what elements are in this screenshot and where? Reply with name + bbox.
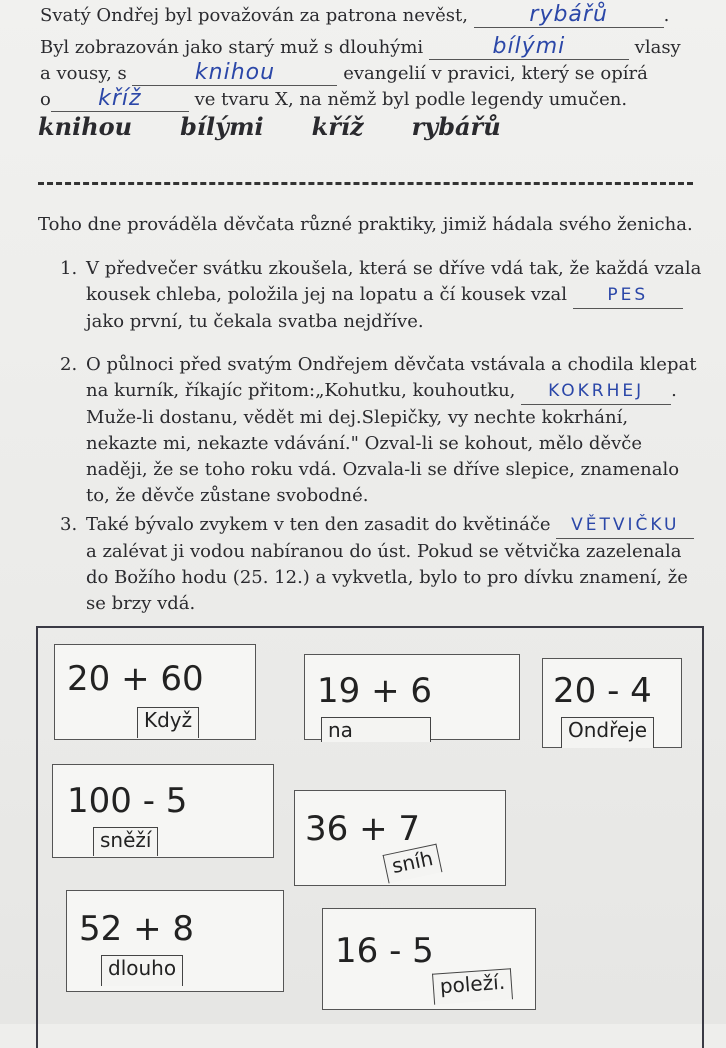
item-number: 1. — [60, 258, 78, 279]
line-text: . — [663, 5, 670, 26]
header-line-3 — [40, 60, 648, 86]
item-text: . — [671, 380, 677, 401]
item-text: Muže-li dostanu, vědět mi dej.Slepičky, vy nechte kokrhání, — [86, 407, 629, 428]
card-expression: 16 - 5 — [335, 931, 434, 971]
math-card-2 — [304, 654, 520, 740]
item-number: 3. — [60, 514, 78, 535]
header-line-2 — [40, 34, 681, 60]
item-text-line — [86, 512, 712, 539]
item-text: a zalévat ji vodou nabíranou do úst. Pokud se větvička zazelenala — [86, 541, 682, 562]
math-card-7 — [322, 908, 536, 1010]
item-text: do Božího hodu (25. 12.) a vykvetla, bylo to pro dívku znamení, že — [86, 567, 688, 588]
card-expression: 19 + 6 — [317, 671, 432, 711]
item-text: jako první, tu čekala svatba nejdříve. — [86, 311, 424, 332]
item-text: na kurník, říkajíc přitom:„Kohutku, kouhoutku, — [86, 380, 516, 401]
item-text: V předvečer svátku zkoušela, která se dříve vdá tak, že každá vzala — [86, 258, 702, 279]
line-text: vlasy — [634, 37, 681, 58]
answer-kokrhej: KOKRHEJ — [521, 378, 671, 405]
card-word: Když — [137, 707, 199, 738]
dashed-cut-line — [38, 182, 693, 185]
line-text: Byl zobrazován jako starý muž s dlouhými — [40, 37, 424, 58]
item-text: nekazte mi, nekazte vdávání." Ozval-li se kohout, mělo děvče — [86, 433, 642, 454]
math-card-4 — [52, 764, 274, 858]
answer-knihou: knihou — [132, 60, 337, 86]
math-card-3 — [542, 658, 682, 748]
answer-rybaru: rybářů — [474, 2, 664, 28]
math-cards-frame — [36, 626, 704, 1048]
word-bank-item: knihou — [38, 112, 133, 141]
math-card-1 — [54, 644, 256, 740]
line-text: evangelií v pravici, který se opírá — [343, 63, 648, 84]
item-text: se brzy vdá. — [86, 593, 196, 614]
line-text: ve tvaru X, na němž byl podle legendy umučen. — [194, 89, 628, 110]
list-item-3 — [62, 512, 712, 617]
card-word: sněží — [93, 827, 158, 856]
answer-pes: PES — [573, 282, 683, 309]
card-word: na — [321, 717, 431, 742]
item-text: Také bývalo zvykem v ten den zasadit do květináče — [86, 514, 551, 535]
item-text-line — [86, 378, 712, 405]
math-card-5 — [294, 790, 506, 886]
word-bank-item: bílými — [180, 112, 264, 141]
answer-vetvicku: VĚTVIČKU — [556, 512, 694, 539]
card-word: poleží. — [432, 968, 513, 1004]
header-line-4 — [40, 86, 627, 112]
item-text: O půlnoci před svatým Ondřejem děvčata vstávala a chodila klepat — [86, 354, 697, 375]
card-expression: 100 - 5 — [67, 781, 188, 821]
card-expression: 36 + 7 — [305, 809, 420, 849]
word-bank-item: rybářů — [411, 112, 501, 141]
item-text: kousek chleba, položila jej na lopatu a čí kousek vzal — [86, 284, 568, 305]
word-bank — [38, 112, 501, 141]
item-text: to, že děvče zůstane svobodné. — [86, 485, 369, 506]
word-bank-item: kříž — [311, 112, 364, 141]
card-expression: 52 + 8 — [79, 909, 194, 949]
card-expression: 20 - 4 — [553, 671, 652, 711]
list-item-2 — [62, 352, 712, 509]
intro-text: Toho dne prováděla děvčata různé praktiky, jimiž hádala svého ženicha. — [38, 214, 693, 235]
math-card-6 — [66, 890, 284, 992]
list-item-1 — [62, 256, 712, 335]
item-text: naději, že se toho roku vdá. Ozvala-li se dříve slepice, znamenalo — [86, 459, 680, 480]
card-expression: 20 + 60 — [67, 659, 204, 699]
line-text: a vousy, s — [40, 63, 127, 84]
answer-bilymi: bílými — [429, 34, 629, 60]
item-text-line — [86, 282, 712, 309]
line-text: Svatý Ondřej byl považován za patrona nevěst, — [40, 5, 468, 26]
item-number: 2. — [60, 354, 78, 375]
header-line-1 — [40, 2, 669, 28]
card-word: Ondřeje — [561, 717, 654, 748]
line-text: o — [40, 89, 51, 110]
answer-kriz: kříž — [51, 86, 189, 112]
card-word: dlouho — [101, 955, 183, 986]
card-word: sníh — [383, 844, 443, 884]
